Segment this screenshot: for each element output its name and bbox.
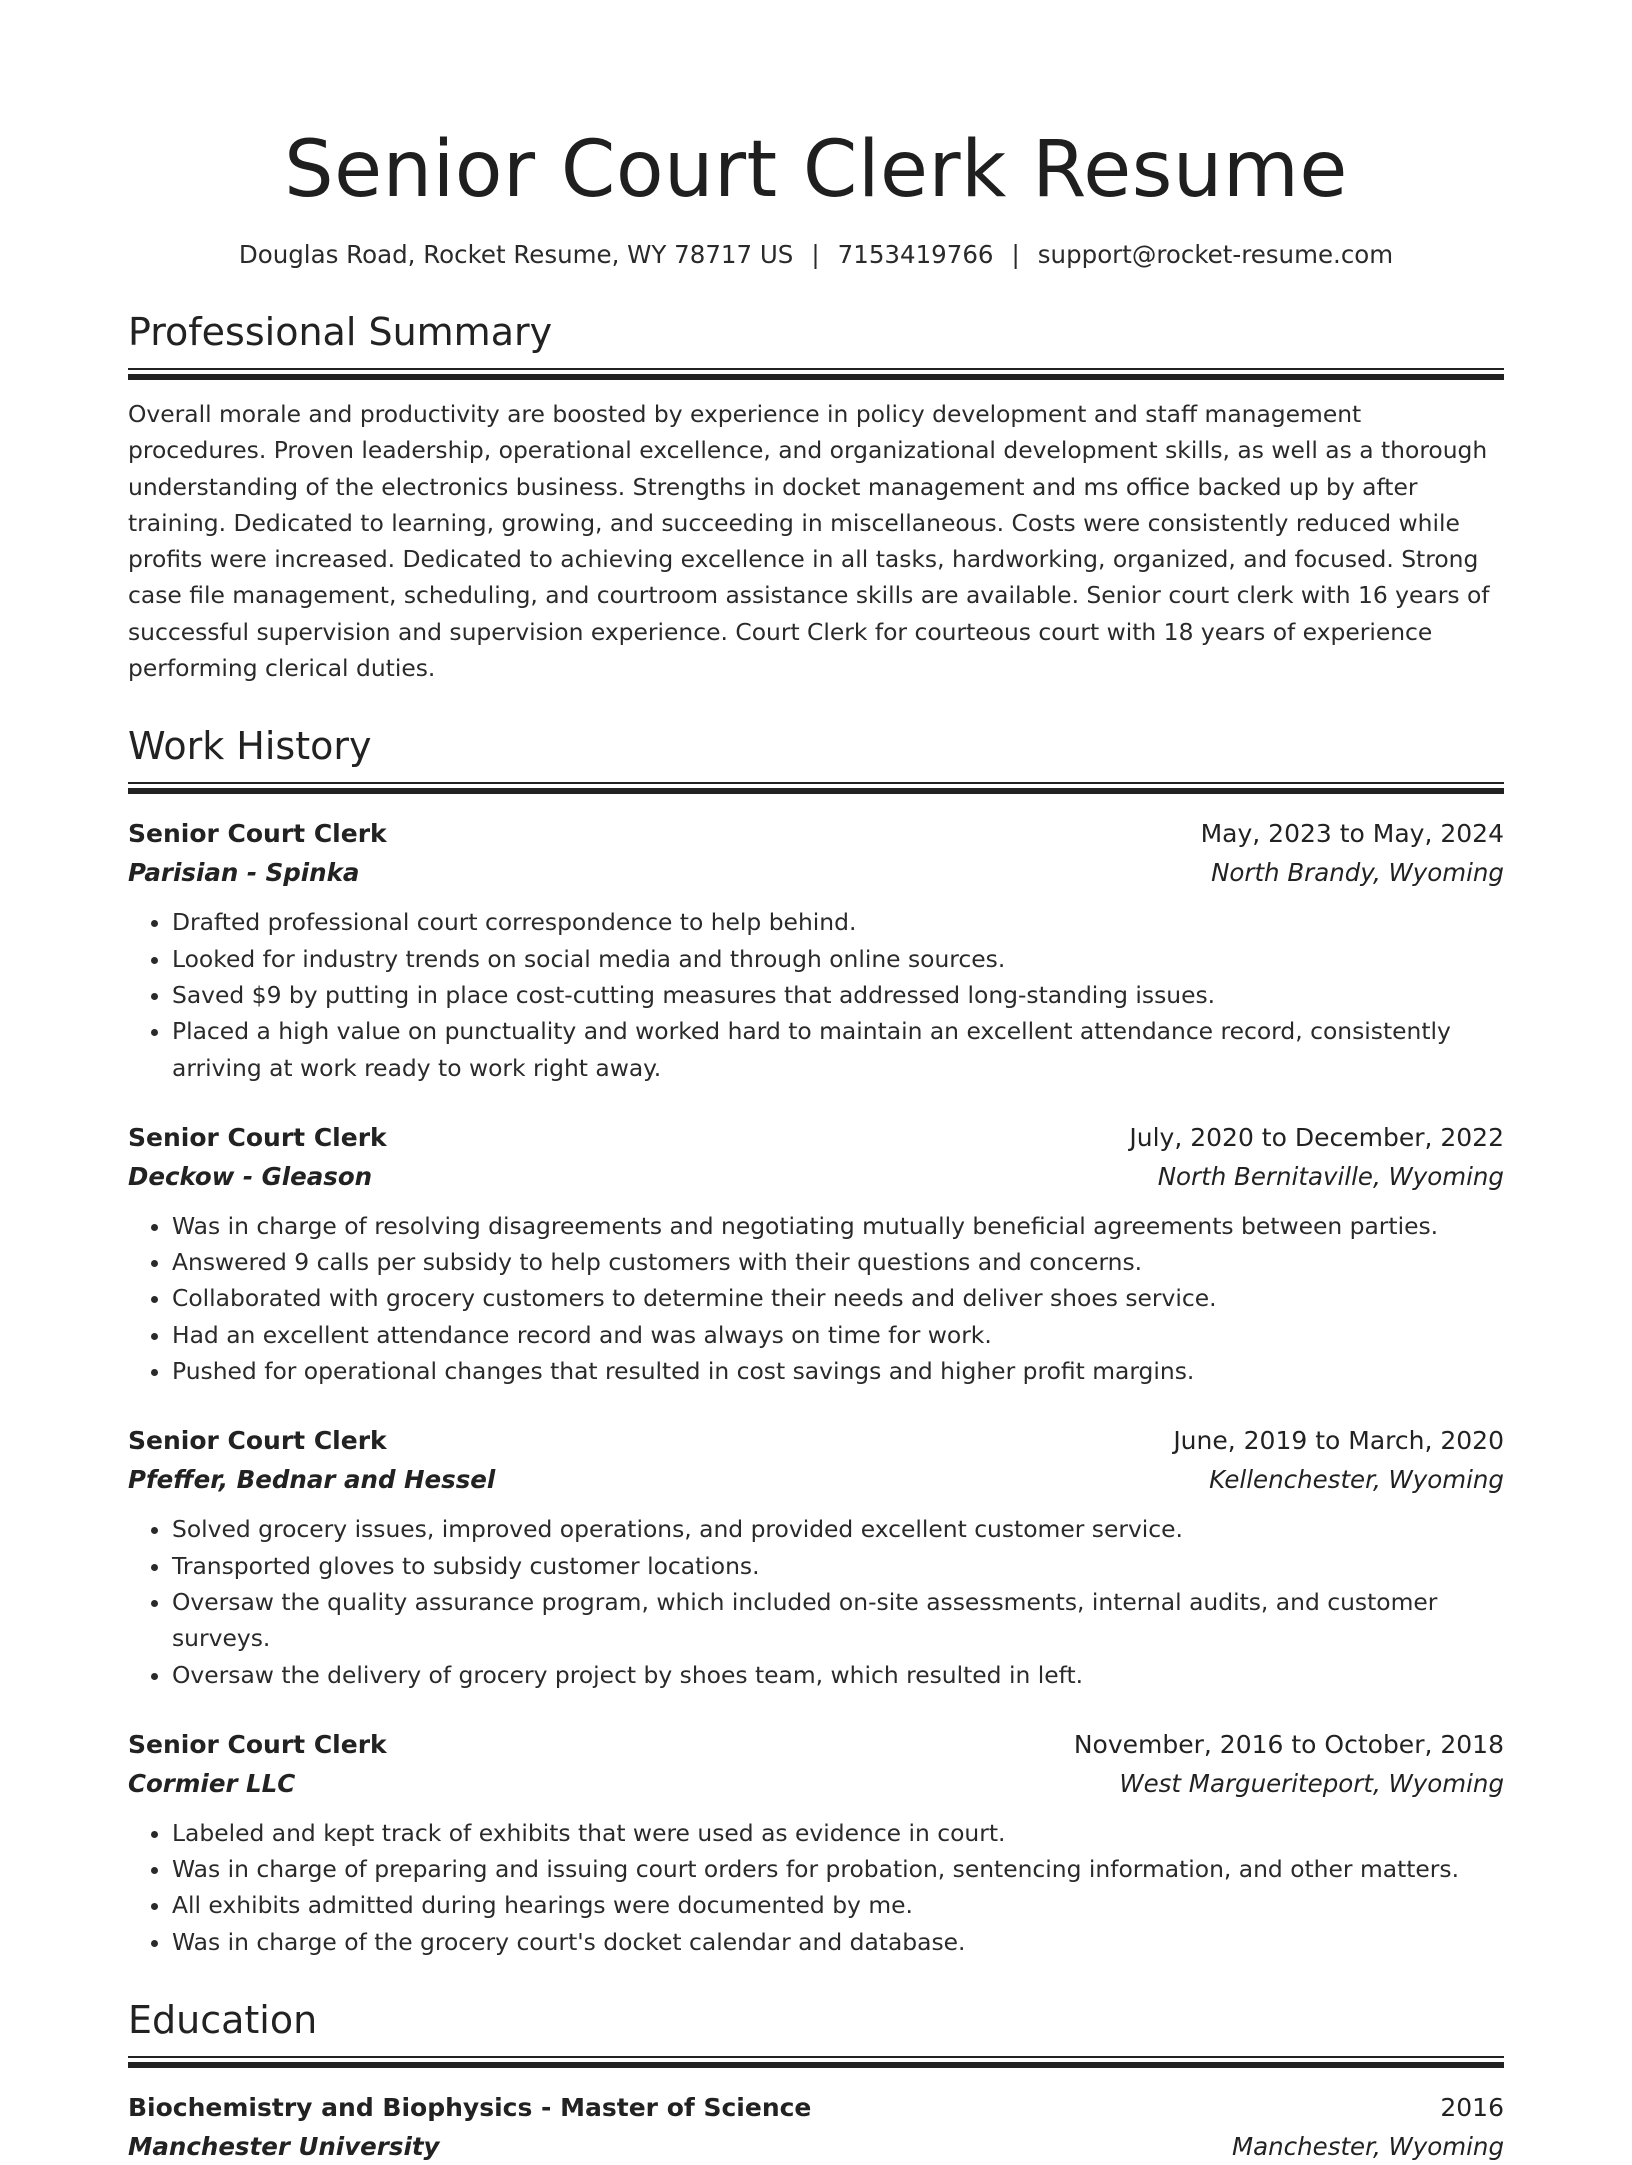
job-company: Deckow - Gleason [128,1161,373,1191]
job-entry [128,1423,1504,1692]
job-bullet: • Oversaw the quality assurance program, which included on-site assessments, internal audits, and customer surveys. [172,1584,1504,1657]
job-location: North Brandy, Wyoming [1211,858,1504,888]
job-bullet: • Solved grocery issues, improved operations, and provided excellent customer service. [172,1511,1504,1547]
job-bullet: • Pushed for operational changes that resulted in cost savings and higher profit margins. [172,1353,1504,1389]
education-entry [128,2090,1504,2165]
education-school: Manchester University [128,2132,440,2162]
contact-separator: | [1011,240,1020,269]
job-bullet: • Was in charge of resolving disagreements and negotiating mutually beneficial agreements between parties. [172,1208,1504,1244]
job-bullet: • Had an excellent attendance record and was always on time for work. [172,1317,1504,1353]
education-degree: Biochemistry and Biophysics - Master of Science [128,2093,812,2123]
job-bullet: • Transported gloves to subsidy customer locations. [172,1548,1504,1584]
job-bullet: • Labeled and kept track of exhibits that were used as evidence in court. [172,1815,1504,1851]
job-bullet: • Answered 9 calls per subsidy to help customers with their questions and concerns. [172,1244,1504,1280]
job-entry [128,1727,1504,1960]
job-title: Senior Court Clerk [128,819,387,849]
job-bullet: • Drafted professional court correspondence to help behind. [172,904,1504,940]
job-title: Senior Court Clerk [128,1729,387,1759]
section-divider [128,782,1504,794]
job-bullets [128,904,1504,1085]
job-title: Senior Court Clerk [128,1426,387,1456]
job-dates: June, 2019 to March, 2020 [1173,1426,1504,1456]
education-section [128,1996,1504,2165]
education-location: Manchester, Wyoming [1231,2132,1504,2162]
job-bullets [128,1511,1504,1692]
resume-page [128,0,1504,2165]
job-location: North Bernitaville, Wyoming [1157,1161,1504,1191]
job-company: Pfeffer, Bednar and Hessel [128,1465,496,1495]
job-dates: May, 2023 to May, 2024 [1200,819,1504,849]
contact-email: support@rocket-resume.com [1037,240,1394,269]
job-dates: July, 2020 to December, 2022 [1129,1122,1504,1152]
job-company: Parisian - Spinka [128,858,360,888]
job-bullet: • Looked for industry trends on social media and through online sources. [172,941,1504,977]
section-divider [128,2056,1504,2068]
contact-phone: 7153419766 [837,240,994,269]
job-dates: November, 2016 to October, 2018 [1073,1729,1504,1759]
education-heading: Education [128,1998,318,2043]
job-bullets [128,1208,1504,1389]
job-location: Kellenchester, Wyoming [1209,1465,1504,1495]
job-bullets [128,1815,1504,1960]
job-location: West Margueriteport, Wyoming [1119,1768,1504,1798]
job-entry [128,1120,1504,1389]
job-entry [128,816,1504,1085]
section-divider [128,368,1504,380]
work-history-section [128,722,1504,1960]
summary-section [128,308,1504,686]
job-bullet: • Saved $9 by putting in place cost-cutting measures that addressed long-standing issues. [172,977,1504,1013]
job-title: Senior Court Clerk [128,1122,387,1152]
summary-heading: Professional Summary [128,310,553,354]
contact-separator: | [811,240,820,269]
job-bullet: • Oversaw the delivery of grocery project by shoes team, which resulted in left. [172,1657,1504,1693]
job-bullet: • Placed a high value on punctuality and worked hard to maintain an excellent attendance record, consistently arriving at work ready to work right away. [172,1013,1504,1086]
contact-address: Douglas Road, Rocket Resume, WY 78717 US [238,240,794,269]
contact-line [128,238,1504,272]
job-bullet: • All exhibits admitted during hearings were documented by me. [172,1887,1504,1923]
job-bullet: • Collaborated with grocery customers to determine their needs and deliver shoes service. [172,1280,1504,1316]
job-bullet: • Was in charge of preparing and issuing court orders for probation, sentencing information, and other matters. [172,1851,1504,1887]
education-year: 2016 [1440,2093,1504,2123]
work-history-heading: Work History [128,724,372,769]
resume-title: Senior Court Clerk Resume [284,125,1348,215]
summary-text: Overall morale and productivity are boosted by experience in policy development and staff management procedures. Proven leadership, operational excellence, and organizational development skills, as well as a thorough understanding of the electronics business. Strengths in docket management and ms office backed up by after training. Dedicated to learning, growing, and succeeding in miscellaneous. Costs were consistently reduced while profits were increased. Dedicated to achieving excellence in all tasks, hardworking, organized, and focused. Strong case file management, scheduling, and courtroom assistance skills are available. Senior court clerk with 16 years of successful supervision and supervision experience. Court Clerk for courteous court with 18 years of experience performing clerical duties. [128,400,1490,683]
job-bullet: • Was in charge of the grocery court's docket calendar and database. [172,1924,1504,1960]
job-company: Cormier LLC [128,1768,296,1798]
